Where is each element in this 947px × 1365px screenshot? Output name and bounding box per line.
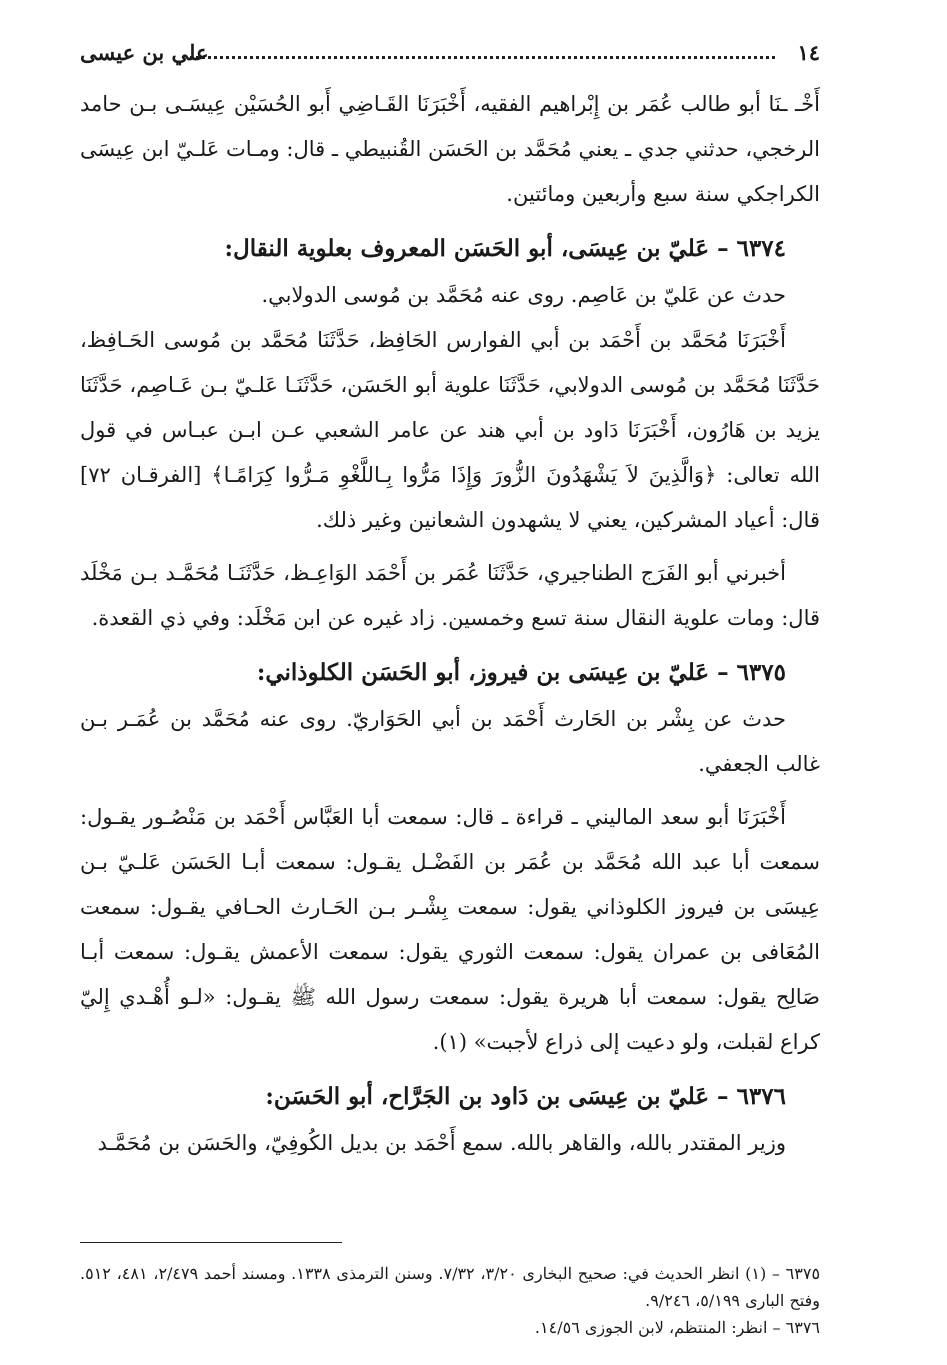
footnote-separator bbox=[80, 1242, 342, 1243]
footnotes bbox=[80, 1260, 820, 1341]
footnote: ٦٣٧٦ – انظر: المنتظم، لابن الجوزى ١٤/٥٦. bbox=[534, 1318, 820, 1337]
paragraph: أَخْبَرَنَا أبو سعد الماليني ـ قراءة ـ قال: سمعت أبا العَبَّاس أَحْمَد بن مَنْصُـور يقـول: سمعت أبا عبد الله مُحَمَّد بن عُمَر بن الفَضْـل يقـول: سمعت أبـا الحَسَن عَلـيّ بـن عِيسَى بن فيروز الكلوذاني يقول: سمعت بِشْـر بـن الحَـارث الحـافي يقـول: سمعت المُعَافى بن عمران يقول: سمعت الثوري يقول: سمعت الأعمش يقـول: سمعت أبـا صَالِح يقول: سمعت أبا هريرة يقول: سمعت رسول الله ﷺ يقـول: «لـو أُهْـدي إِليّ كراع لقبلت، ولو دعيت إلى ذراع لأجبت» (١). bbox=[80, 805, 820, 1054]
entry-heading-6374: ٦٣٧٤ – عَليّ بن عِيسَى، أبو الحَسَن المعروف بعلوية النقال: bbox=[224, 235, 786, 262]
running-header bbox=[80, 40, 820, 74]
main-text bbox=[80, 82, 820, 1166]
entry-heading-6376: ٦٣٧٦ – عَليّ بن عِيسَى بن دَاود بن الجَرَّاح، أبو الحَسَن: bbox=[265, 1083, 786, 1110]
entry-heading-6375: ٦٣٧٥ – عَليّ بن عِيسَى بن فيروز، أبو الحَسَن الكلوذاني: bbox=[256, 659, 786, 686]
header-dotted-leader bbox=[190, 56, 775, 59]
paragraph: أَخْبَرَنَا مُحَمَّد بن أَحْمَد بن أبي الفوارس الحَافِظ، حَدَّثَنَا مُحَمَّد بن مُوسى الحَـافِظ، حَدَّثَنَا مُحَمَّد بن مُوسى الدولابي، حَدَّثَنَا علوية أبو الحَسَن، حَدَّثَنَـا عَلـيّ بـن عَـاصِم، حَدَّثَنَا يزيد بن هَارُون، أَخْبَرَنَا دَاود بن أبي هند عن عامر الشعبي عـن ابـن عبـاس في قول الله تعالى: ﴿وَالَّذِينَ لاَ يَشْهَدُونَ الزُّورَ وَإِذَا مَرُّوا بِـاللَّغْوِ مَـرُّوا كِرَامًـا﴾ [الفرقـان ٧٢] قال: أعياد المشركين، يعني لا يشهدون الشعانين وغير ذلك. bbox=[80, 328, 820, 532]
footnote: ٦٣٧٥ – (١) انظر الحديث في: صحيح البخارى ٣/٢٠، ٧/٣٢. وسنن الترمذى ١٣٣٨. ومسند أحمد ٢/٤٧٩، ٤٨١، ٥١٢. وفتح البارى ٥/١٩٩، ٩/٢٤٦. bbox=[80, 1264, 821, 1310]
running-title: علي بن عيسى bbox=[80, 40, 209, 65]
paragraph: حدث عن عَليّ بن عَاصِم. روى عنه مُحَمَّد بن مُوسى الدولابي. bbox=[261, 283, 786, 307]
book-page bbox=[80, 30, 820, 1340]
paragraph: أخبرني أبو الفَرَج الطناجيري، حَدَّثَنَا عُمَر بن أَحْمَد الوَاعِـظ، حَدَّثَنَـا مُحَمَّـد بـن مَخْلَد قال: ومات علوية النقال سنة تسع وخمسين. زاد غيره عن ابن مَخْلَد: وفي ذي القعدة. bbox=[80, 561, 820, 630]
paragraph: حدث عن بِشْر بن الحَارث أَحْمَد بن أبي الحَوَاريّ. روى عنه مُحَمَّد بن عُمَـر بـن غالب الجعفي. bbox=[80, 707, 820, 776]
paragraph: أَخْـ ـنَا أبو طالب عُمَر بن إِبْراهيم الفقيه، أَخْبَرَنَا القَـاضِي أَبو الحُسَيْن عِيسَـى بـن حامد الرخجي، حدثني جدي ـ يعني مُحَمَّد بن الحَسَن القُنبيطي ـ قال: ومـات عَلـيّ ابن عِيسَى الكراجكي سنة سبع وأربعين ومائتين. bbox=[80, 92, 820, 206]
page-number: ١٤ bbox=[797, 40, 820, 65]
paragraph: وزير المقتدر بالله، والقاهر بالله. سمع أَحْمَد بن بديل الكُوفِيّ، والحَسَن بن مُحَمَّـد bbox=[97, 1131, 786, 1155]
